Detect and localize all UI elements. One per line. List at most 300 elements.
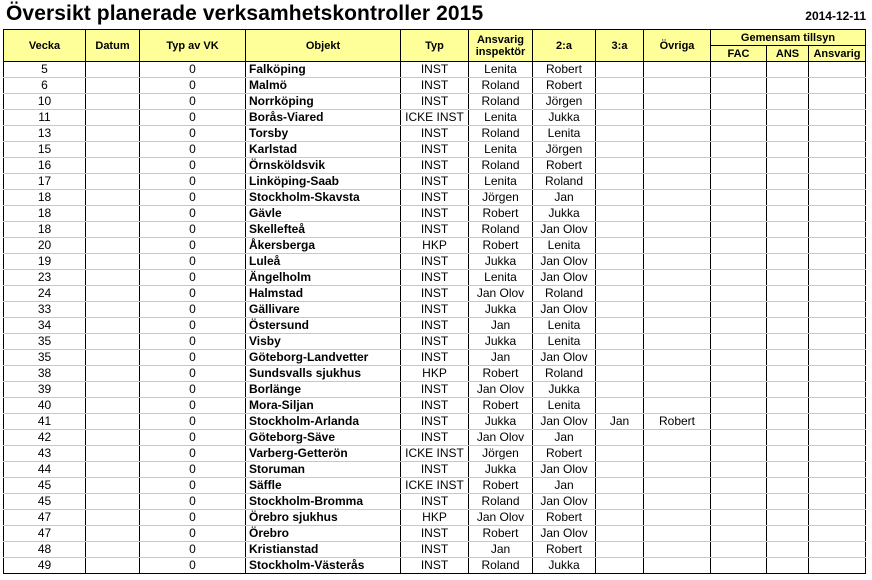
cell-fac[interactable] <box>711 430 767 446</box>
cell-typ[interactable]: HKP <box>401 366 469 382</box>
cell-typ[interactable]: INST <box>401 398 469 414</box>
cell-typ-av-vk[interactable]: 0 <box>140 414 246 430</box>
cell-ansvarig-inspektor[interactable]: Robert <box>469 526 533 542</box>
cell-fac[interactable] <box>711 542 767 558</box>
cell-ans[interactable] <box>767 526 809 542</box>
cell-vecka[interactable]: 20 <box>4 238 86 254</box>
cell-objekt[interactable]: Örnsköldsvik <box>246 158 401 174</box>
cell-gem-ansvarig[interactable] <box>809 382 866 398</box>
cell-datum[interactable] <box>86 222 140 238</box>
cell-datum[interactable] <box>86 430 140 446</box>
cell-ansvarig-inspektor[interactable]: Jukka <box>469 254 533 270</box>
cell-ovriga[interactable] <box>644 110 711 126</box>
cell-typ[interactable]: INST <box>401 334 469 350</box>
header-ovriga[interactable]: Övriga <box>644 30 711 62</box>
cell-gem-ansvarig[interactable] <box>809 366 866 382</box>
cell-objekt[interactable]: Borlänge <box>246 382 401 398</box>
cell-typ[interactable]: INST <box>401 414 469 430</box>
cell-andra[interactable]: Robert <box>533 446 596 462</box>
cell-datum[interactable] <box>86 94 140 110</box>
cell-typ-av-vk[interactable]: 0 <box>140 510 246 526</box>
cell-andra[interactable]: Roland <box>533 174 596 190</box>
cell-typ-av-vk[interactable]: 0 <box>140 190 246 206</box>
cell-gem-ansvarig[interactable] <box>809 478 866 494</box>
cell-ans[interactable] <box>767 542 809 558</box>
cell-typ-av-vk[interactable]: 0 <box>140 526 246 542</box>
cell-typ[interactable]: INST <box>401 222 469 238</box>
cell-fac[interactable] <box>711 526 767 542</box>
table-row[interactable] <box>4 462 866 478</box>
cell-datum[interactable] <box>86 542 140 558</box>
cell-typ-av-vk[interactable]: 0 <box>140 366 246 382</box>
cell-tredje[interactable] <box>596 254 644 270</box>
cell-ovriga[interactable] <box>644 174 711 190</box>
cell-ans[interactable] <box>767 238 809 254</box>
cell-gem-ansvarig[interactable] <box>809 142 866 158</box>
cell-ovriga[interactable] <box>644 206 711 222</box>
cell-datum[interactable] <box>86 254 140 270</box>
cell-ovriga[interactable] <box>644 318 711 334</box>
cell-ovriga[interactable] <box>644 254 711 270</box>
cell-vecka[interactable]: 45 <box>4 478 86 494</box>
cell-fac[interactable] <box>711 350 767 366</box>
cell-gem-ansvarig[interactable] <box>809 110 866 126</box>
cell-objekt[interactable]: Stockholm-Arlanda <box>246 414 401 430</box>
cell-ansvarig-inspektor[interactable]: Roland <box>469 558 533 574</box>
cell-typ[interactable]: INST <box>401 190 469 206</box>
cell-andra[interactable]: Jörgen <box>533 142 596 158</box>
cell-tredje[interactable] <box>596 94 644 110</box>
cell-fac[interactable] <box>711 222 767 238</box>
cell-objekt[interactable]: Ängelholm <box>246 270 401 286</box>
header-fac[interactable]: FAC <box>711 46 767 62</box>
cell-gem-ansvarig[interactable] <box>809 334 866 350</box>
cell-objekt[interactable]: Varberg-Getterön <box>246 446 401 462</box>
cell-fac[interactable] <box>711 494 767 510</box>
cell-vecka[interactable]: 35 <box>4 350 86 366</box>
cell-fac[interactable] <box>711 238 767 254</box>
header-andra[interactable]: 2:a <box>533 30 596 62</box>
cell-fac[interactable] <box>711 366 767 382</box>
table-row[interactable] <box>4 478 866 494</box>
cell-tredje[interactable] <box>596 190 644 206</box>
cell-typ[interactable]: INST <box>401 94 469 110</box>
cell-tredje[interactable] <box>596 270 644 286</box>
cell-gem-ansvarig[interactable] <box>809 510 866 526</box>
cell-typ-av-vk[interactable]: 0 <box>140 302 246 318</box>
cell-andra[interactable]: Jukka <box>533 382 596 398</box>
cell-typ-av-vk[interactable]: 0 <box>140 318 246 334</box>
table-row[interactable] <box>4 510 866 526</box>
cell-gem-ansvarig[interactable] <box>809 542 866 558</box>
cell-ansvarig-inspektor[interactable]: Lenita <box>469 142 533 158</box>
cell-tredje[interactable] <box>596 222 644 238</box>
cell-tredje[interactable] <box>596 478 644 494</box>
cell-vecka[interactable]: 41 <box>4 414 86 430</box>
cell-ans[interactable] <box>767 350 809 366</box>
cell-datum[interactable] <box>86 478 140 494</box>
header-tredje[interactable]: 3:a <box>596 30 644 62</box>
cell-ovriga[interactable] <box>644 494 711 510</box>
cell-andra[interactable]: Robert <box>533 78 596 94</box>
cell-ovriga[interactable] <box>644 398 711 414</box>
cell-gem-ansvarig[interactable] <box>809 302 866 318</box>
cell-typ-av-vk[interactable]: 0 <box>140 542 246 558</box>
cell-andra[interactable]: Lenita <box>533 398 596 414</box>
cell-ansvarig-inspektor[interactable]: Roland <box>469 94 533 110</box>
cell-datum[interactable] <box>86 366 140 382</box>
cell-tredje[interactable] <box>596 238 644 254</box>
cell-gem-ansvarig[interactable] <box>809 270 866 286</box>
cell-objekt[interactable]: Göteborg-Säve <box>246 430 401 446</box>
cell-typ[interactable]: ICKE INST <box>401 110 469 126</box>
cell-andra[interactable]: Jan Olov <box>533 494 596 510</box>
cell-typ-av-vk[interactable]: 0 <box>140 94 246 110</box>
cell-vecka[interactable]: 6 <box>4 78 86 94</box>
cell-fac[interactable] <box>711 94 767 110</box>
cell-typ[interactable]: INST <box>401 430 469 446</box>
cell-fac[interactable] <box>711 382 767 398</box>
cell-andra[interactable]: Jan Olov <box>533 462 596 478</box>
cell-ovriga[interactable] <box>644 446 711 462</box>
cell-ovriga[interactable] <box>644 478 711 494</box>
cell-vecka[interactable]: 16 <box>4 158 86 174</box>
cell-tredje[interactable] <box>596 430 644 446</box>
table-row[interactable] <box>4 222 866 238</box>
cell-tredje[interactable] <box>596 398 644 414</box>
cell-ansvarig-inspektor[interactable]: Robert <box>469 398 533 414</box>
cell-ansvarig-inspektor[interactable]: Jukka <box>469 462 533 478</box>
cell-tredje[interactable] <box>596 78 644 94</box>
cell-ansvarig-inspektor[interactable]: Robert <box>469 478 533 494</box>
cell-andra[interactable]: Jukka <box>533 558 596 574</box>
cell-typ[interactable]: INST <box>401 350 469 366</box>
table-row[interactable] <box>4 174 866 190</box>
cell-gem-ansvarig[interactable] <box>809 206 866 222</box>
cell-ovriga[interactable] <box>644 382 711 398</box>
cell-gem-ansvarig[interactable] <box>809 94 866 110</box>
cell-ans[interactable] <box>767 414 809 430</box>
cell-gem-ansvarig[interactable] <box>809 494 866 510</box>
cell-ansvarig-inspektor[interactable]: Roland <box>469 158 533 174</box>
cell-ans[interactable] <box>767 318 809 334</box>
cell-andra[interactable]: Lenita <box>533 126 596 142</box>
cell-datum[interactable] <box>86 350 140 366</box>
table-row[interactable] <box>4 494 866 510</box>
cell-datum[interactable] <box>86 78 140 94</box>
cell-fac[interactable] <box>711 414 767 430</box>
cell-vecka[interactable]: 40 <box>4 398 86 414</box>
cell-datum[interactable] <box>86 126 140 142</box>
cell-typ-av-vk[interactable]: 0 <box>140 126 246 142</box>
cell-typ-av-vk[interactable]: 0 <box>140 398 246 414</box>
cell-fac[interactable] <box>711 286 767 302</box>
cell-tredje[interactable] <box>596 110 644 126</box>
header-gem-ansvarig[interactable]: Ansvarig <box>809 46 866 62</box>
header-objekt[interactable]: Objekt <box>246 30 401 62</box>
cell-ans[interactable] <box>767 478 809 494</box>
cell-objekt[interactable]: Halmstad <box>246 286 401 302</box>
cell-ans[interactable] <box>767 462 809 478</box>
cell-typ[interactable]: INST <box>401 558 469 574</box>
cell-vecka[interactable]: 47 <box>4 510 86 526</box>
cell-tredje[interactable] <box>596 366 644 382</box>
cell-typ-av-vk[interactable]: 0 <box>140 222 246 238</box>
header-vecka[interactable]: Vecka <box>4 30 86 62</box>
table-row[interactable] <box>4 286 866 302</box>
cell-andra[interactable]: Jukka <box>533 110 596 126</box>
table-row[interactable] <box>4 382 866 398</box>
cell-objekt[interactable]: Örebro sjukhus <box>246 510 401 526</box>
cell-vecka[interactable]: 35 <box>4 334 86 350</box>
table-row[interactable] <box>4 190 866 206</box>
cell-typ-av-vk[interactable]: 0 <box>140 270 246 286</box>
cell-andra[interactable]: Jan Olov <box>533 222 596 238</box>
cell-tredje[interactable] <box>596 142 644 158</box>
cell-tredje[interactable] <box>596 542 644 558</box>
cell-andra[interactable]: Jan Olov <box>533 414 596 430</box>
cell-tredje[interactable] <box>596 446 644 462</box>
cell-tredje[interactable] <box>596 462 644 478</box>
cell-andra[interactable]: Jan Olov <box>533 350 596 366</box>
cell-gem-ansvarig[interactable] <box>809 174 866 190</box>
cell-fac[interactable] <box>711 446 767 462</box>
cell-ansvarig-inspektor[interactable]: Lenita <box>469 62 533 78</box>
cell-typ-av-vk[interactable]: 0 <box>140 78 246 94</box>
cell-vecka[interactable]: 23 <box>4 270 86 286</box>
header-ans[interactable]: ANS <box>767 46 809 62</box>
cell-fac[interactable] <box>711 174 767 190</box>
cell-fac[interactable] <box>711 302 767 318</box>
cell-ansvarig-inspektor[interactable]: Jan Olov <box>469 286 533 302</box>
cell-ovriga[interactable] <box>644 462 711 478</box>
table-row[interactable] <box>4 446 866 462</box>
cell-ovriga[interactable] <box>644 190 711 206</box>
cell-fac[interactable] <box>711 190 767 206</box>
cell-tredje[interactable] <box>596 350 644 366</box>
cell-andra[interactable]: Lenita <box>533 318 596 334</box>
cell-typ-av-vk[interactable]: 0 <box>140 494 246 510</box>
cell-objekt[interactable]: Säffle <box>246 478 401 494</box>
table-row[interactable] <box>4 542 866 558</box>
table-row[interactable] <box>4 318 866 334</box>
cell-ansvarig-inspektor[interactable]: Jan Olov <box>469 430 533 446</box>
cell-andra[interactable]: Jan Olov <box>533 254 596 270</box>
cell-typ[interactable]: INST <box>401 526 469 542</box>
cell-ansvarig-inspektor[interactable]: Lenita <box>469 270 533 286</box>
cell-vecka[interactable]: 44 <box>4 462 86 478</box>
cell-typ[interactable]: INST <box>401 382 469 398</box>
table-row[interactable] <box>4 94 866 110</box>
cell-ovriga[interactable] <box>644 334 711 350</box>
cell-tredje[interactable] <box>596 286 644 302</box>
cell-datum[interactable] <box>86 158 140 174</box>
cell-objekt[interactable]: Stockholm-Bromma <box>246 494 401 510</box>
cell-ovriga[interactable] <box>644 430 711 446</box>
cell-gem-ansvarig[interactable] <box>809 462 866 478</box>
cell-gem-ansvarig[interactable] <box>809 414 866 430</box>
cell-datum[interactable] <box>86 526 140 542</box>
cell-objekt[interactable]: Gällivare <box>246 302 401 318</box>
cell-gem-ansvarig[interactable] <box>809 126 866 142</box>
table-row[interactable] <box>4 398 866 414</box>
cell-ans[interactable] <box>767 286 809 302</box>
cell-andra[interactable]: Lenita <box>533 238 596 254</box>
cell-typ[interactable]: INST <box>401 206 469 222</box>
cell-ovriga[interactable] <box>644 270 711 286</box>
cell-typ[interactable]: INST <box>401 78 469 94</box>
cell-ans[interactable] <box>767 494 809 510</box>
cell-ans[interactable] <box>767 222 809 238</box>
cell-andra[interactable]: Roland <box>533 286 596 302</box>
cell-andra[interactable]: Robert <box>533 510 596 526</box>
cell-typ-av-vk[interactable]: 0 <box>140 110 246 126</box>
cell-vecka[interactable]: 49 <box>4 558 86 574</box>
cell-objekt[interactable]: Linköping-Saab <box>246 174 401 190</box>
cell-fac[interactable] <box>711 558 767 574</box>
cell-datum[interactable] <box>86 334 140 350</box>
cell-ansvarig-inspektor[interactable]: Jörgen <box>469 190 533 206</box>
cell-andra[interactable]: Jan <box>533 190 596 206</box>
cell-ovriga[interactable]: Robert <box>644 414 711 430</box>
cell-vecka[interactable]: 33 <box>4 302 86 318</box>
table-row[interactable] <box>4 414 866 430</box>
cell-objekt[interactable]: Malmö <box>246 78 401 94</box>
cell-ansvarig-inspektor[interactable]: Jan <box>469 542 533 558</box>
cell-ans[interactable] <box>767 382 809 398</box>
cell-ansvarig-inspektor[interactable]: Robert <box>469 366 533 382</box>
cell-gem-ansvarig[interactable] <box>809 398 866 414</box>
cell-ovriga[interactable] <box>644 526 711 542</box>
table-row[interactable] <box>4 430 866 446</box>
cell-tredje[interactable] <box>596 558 644 574</box>
cell-datum[interactable] <box>86 190 140 206</box>
cell-ansvarig-inspektor[interactable]: Roland <box>469 222 533 238</box>
cell-andra[interactable]: Robert <box>533 62 596 78</box>
cell-typ[interactable]: INST <box>401 174 469 190</box>
cell-typ-av-vk[interactable]: 0 <box>140 158 246 174</box>
cell-objekt[interactable]: Örebro <box>246 526 401 542</box>
cell-objekt[interactable]: Visby <box>246 334 401 350</box>
cell-vecka[interactable]: 47 <box>4 526 86 542</box>
table-row[interactable] <box>4 334 866 350</box>
cell-datum[interactable] <box>86 142 140 158</box>
cell-typ-av-vk[interactable]: 0 <box>140 350 246 366</box>
table-row[interactable] <box>4 158 866 174</box>
cell-ansvarig-inspektor[interactable]: Jan <box>469 318 533 334</box>
cell-tredje[interactable] <box>596 158 644 174</box>
cell-typ[interactable]: INST <box>401 270 469 286</box>
cell-typ-av-vk[interactable]: 0 <box>140 174 246 190</box>
table-row[interactable] <box>4 206 866 222</box>
cell-gem-ansvarig[interactable] <box>809 350 866 366</box>
cell-datum[interactable] <box>86 238 140 254</box>
cell-objekt[interactable]: Mora-Siljan <box>246 398 401 414</box>
header-typ-av-vk[interactable]: Typ av VK <box>140 30 246 62</box>
cell-ansvarig-inspektor[interactable]: Lenita <box>469 174 533 190</box>
table-row[interactable] <box>4 302 866 318</box>
cell-datum[interactable] <box>86 494 140 510</box>
cell-gem-ansvarig[interactable] <box>809 254 866 270</box>
cell-ans[interactable] <box>767 302 809 318</box>
cell-vecka[interactable]: 17 <box>4 174 86 190</box>
table-row[interactable] <box>4 558 866 574</box>
cell-ans[interactable] <box>767 174 809 190</box>
table-row[interactable] <box>4 254 866 270</box>
table-row[interactable] <box>4 350 866 366</box>
cell-gem-ansvarig[interactable] <box>809 222 866 238</box>
cell-vecka[interactable]: 18 <box>4 222 86 238</box>
cell-ovriga[interactable] <box>644 142 711 158</box>
cell-ovriga[interactable] <box>644 126 711 142</box>
cell-datum[interactable] <box>86 398 140 414</box>
cell-datum[interactable] <box>86 510 140 526</box>
cell-typ-av-vk[interactable]: 0 <box>140 254 246 270</box>
cell-gem-ansvarig[interactable] <box>809 158 866 174</box>
cell-gem-ansvarig[interactable] <box>809 318 866 334</box>
cell-tredje[interactable] <box>596 174 644 190</box>
cell-ovriga[interactable] <box>644 366 711 382</box>
cell-datum[interactable] <box>86 174 140 190</box>
cell-typ[interactable]: INST <box>401 318 469 334</box>
cell-ansvarig-inspektor[interactable]: Robert <box>469 206 533 222</box>
header-datum[interactable]: Datum <box>86 30 140 62</box>
cell-vecka[interactable]: 5 <box>4 62 86 78</box>
cell-ans[interactable] <box>767 430 809 446</box>
cell-gem-ansvarig[interactable] <box>809 238 866 254</box>
cell-datum[interactable] <box>86 286 140 302</box>
cell-datum[interactable] <box>86 110 140 126</box>
cell-datum[interactable] <box>86 270 140 286</box>
cell-fac[interactable] <box>711 334 767 350</box>
cell-typ[interactable]: HKP <box>401 238 469 254</box>
cell-objekt[interactable]: Torsby <box>246 126 401 142</box>
cell-ans[interactable] <box>767 206 809 222</box>
cell-fac[interactable] <box>711 158 767 174</box>
cell-datum[interactable] <box>86 414 140 430</box>
cell-gem-ansvarig[interactable] <box>809 446 866 462</box>
cell-ans[interactable] <box>767 126 809 142</box>
cell-ansvarig-inspektor[interactable]: Jan <box>469 350 533 366</box>
cell-vecka[interactable]: 42 <box>4 430 86 446</box>
cell-ansvarig-inspektor[interactable]: Jukka <box>469 334 533 350</box>
cell-typ[interactable]: INST <box>401 302 469 318</box>
cell-ansvarig-inspektor[interactable]: Roland <box>469 126 533 142</box>
cell-typ[interactable]: INST <box>401 542 469 558</box>
cell-fac[interactable] <box>711 110 767 126</box>
cell-datum[interactable] <box>86 318 140 334</box>
cell-ans[interactable] <box>767 366 809 382</box>
cell-tredje[interactable] <box>596 126 644 142</box>
cell-typ-av-vk[interactable]: 0 <box>140 446 246 462</box>
cell-andra[interactable]: Jukka <box>533 206 596 222</box>
header-ansvarig-inspektor[interactable]: Ansvarig inspektör <box>469 30 533 62</box>
cell-fac[interactable] <box>711 254 767 270</box>
cell-typ[interactable]: INST <box>401 142 469 158</box>
cell-objekt[interactable]: Gävle <box>246 206 401 222</box>
cell-andra[interactable]: Jan <box>533 478 596 494</box>
cell-objekt[interactable]: Luleå <box>246 254 401 270</box>
cell-typ-av-vk[interactable]: 0 <box>140 62 246 78</box>
cell-gem-ansvarig[interactable] <box>809 78 866 94</box>
cell-typ-av-vk[interactable]: 0 <box>140 462 246 478</box>
cell-ansvarig-inspektor[interactable]: Jukka <box>469 302 533 318</box>
cell-ovriga[interactable] <box>644 558 711 574</box>
cell-tredje[interactable]: Jan <box>596 414 644 430</box>
cell-ovriga[interactable] <box>644 510 711 526</box>
cell-ovriga[interactable] <box>644 94 711 110</box>
cell-ansvarig-inspektor[interactable]: Jan Olov <box>469 382 533 398</box>
